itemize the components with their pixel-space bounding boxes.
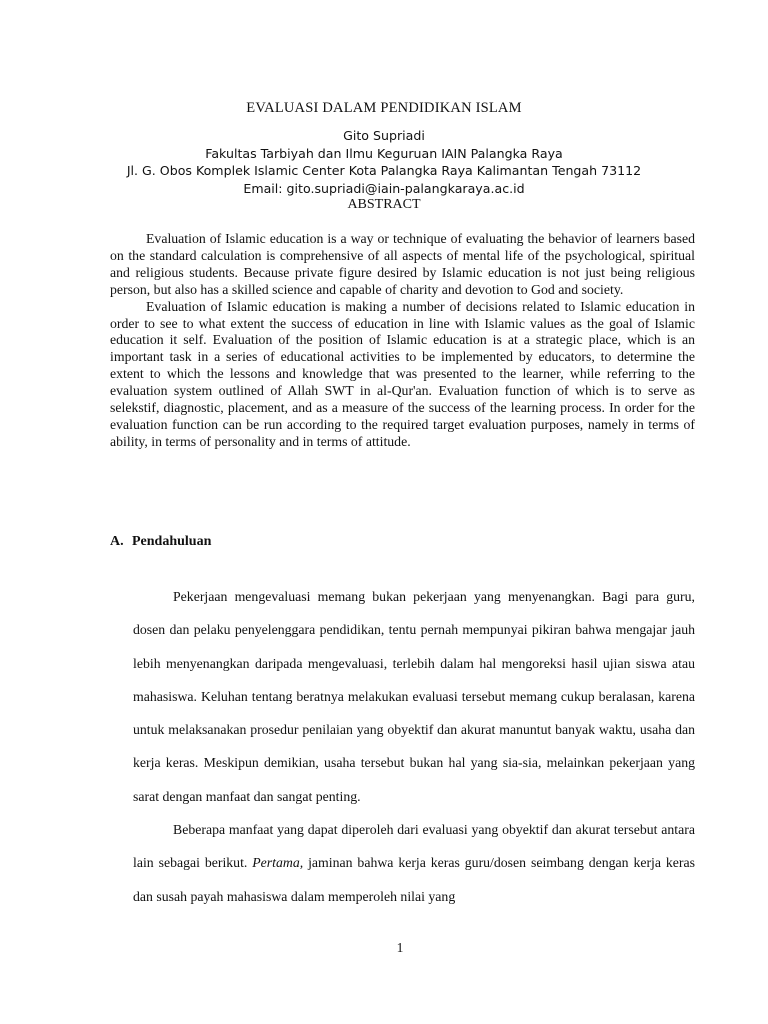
author-info bbox=[0, 127, 768, 197]
body-text-run: Beberapa manfaat yang dapat diperoleh dari evaluasi yang obyektif dan akurat tersebut antara lain sebagai berikut. bbox=[133, 822, 695, 871]
page-number: 1 bbox=[396, 940, 404, 955]
author-email: Email: gito.supriadi@iain-palangkaraya.ac.id bbox=[243, 180, 525, 196]
body-paragraph bbox=[133, 813, 695, 913]
author-name: Gito Supriadi bbox=[343, 128, 425, 143]
paper-title: EVALUASI DALAM PENDIDIKAN ISLAM bbox=[246, 100, 522, 116]
body-text-run: jaminan bahwa kerja keras guru/dosen seimbang dengan kerja keras dan susah payah mahasiswa dalam memperoleh nilai yang bbox=[133, 855, 696, 904]
body-emphasis: Pertama, bbox=[252, 855, 304, 871]
abstract-heading: ABSTRACT bbox=[347, 197, 421, 212]
section-body bbox=[133, 580, 695, 913]
author-address: Jl. G. Obos Komplek Islamic Center Kota Palangka Raya Kalimantan Tengah 73112 bbox=[126, 163, 642, 179]
abstract-body bbox=[110, 231, 695, 451]
section-number: A. bbox=[110, 534, 124, 549]
body-paragraph: Pekerjaan mengevaluasi memang bukan pekerjaan yang menyenangkan. Bagi para guru, dosen dan pelaku penyelenggara pendidikan, tentu pernah mempunyai pikiran bahwa mengajar jauh lebih menyenangkan daripada mengevaluasi, terlebih dalam hal mengoreksi hasil ujian siswa atau mahasiswa. Keluhan tentang beratnya melakukan evaluasi tersebut memang cukup beralasan, karena untuk melaksanakan prosedur penilaian yang obyektif dan akurat manuntut banyak waktu, usaha dan kerja keras. Meskipun demikian, usaha tersebut bukan hal yang sia-sia, melainkan pekerjaan yang sarat dengan manfaat dan sangat penting. bbox=[133, 589, 695, 804]
abstract-paragraph: Evaluation of Islamic education is making a number of decisions related to Islamic education in order to see to what extent the success of education in line with Islamic values as the goal of Islamic education it self. Evaluation of the position of Islamic education is at a strategic place, which is an important task in a series of educational activities to be implemented by educators, to determine the extent to which the lessons and knowledge that was presented to the learner, while referring to the evaluation system outlined of Allah SWT in al-Qur'an. Evaluation function of which is to serve as selekstif, diagnostic, placement, and as a measure of the success of the learning process. In order for the evaluation function can be run according to the required target evaluation purposes, namely in terms of ability, in terms of personality and in terms of attitude. bbox=[110, 298, 695, 449]
author-faculty: Fakultas Tarbiyah dan Ilmu Keguruan IAIN Palangka Raya bbox=[205, 145, 563, 161]
section-heading bbox=[110, 534, 211, 550]
section-title: Pendahuluan bbox=[132, 534, 212, 549]
abstract-paragraph: Evaluation of Islamic education is a way or technique of evaluating the behavior of learners based on the standard calculation is comprehensive of all aspects of mental life of the psychological, spiritual and religious students. Because private figure desired by Islamic education is not just being religious person, but also has a skilled science and capable of charity and devotion to God and society. bbox=[110, 231, 695, 297]
